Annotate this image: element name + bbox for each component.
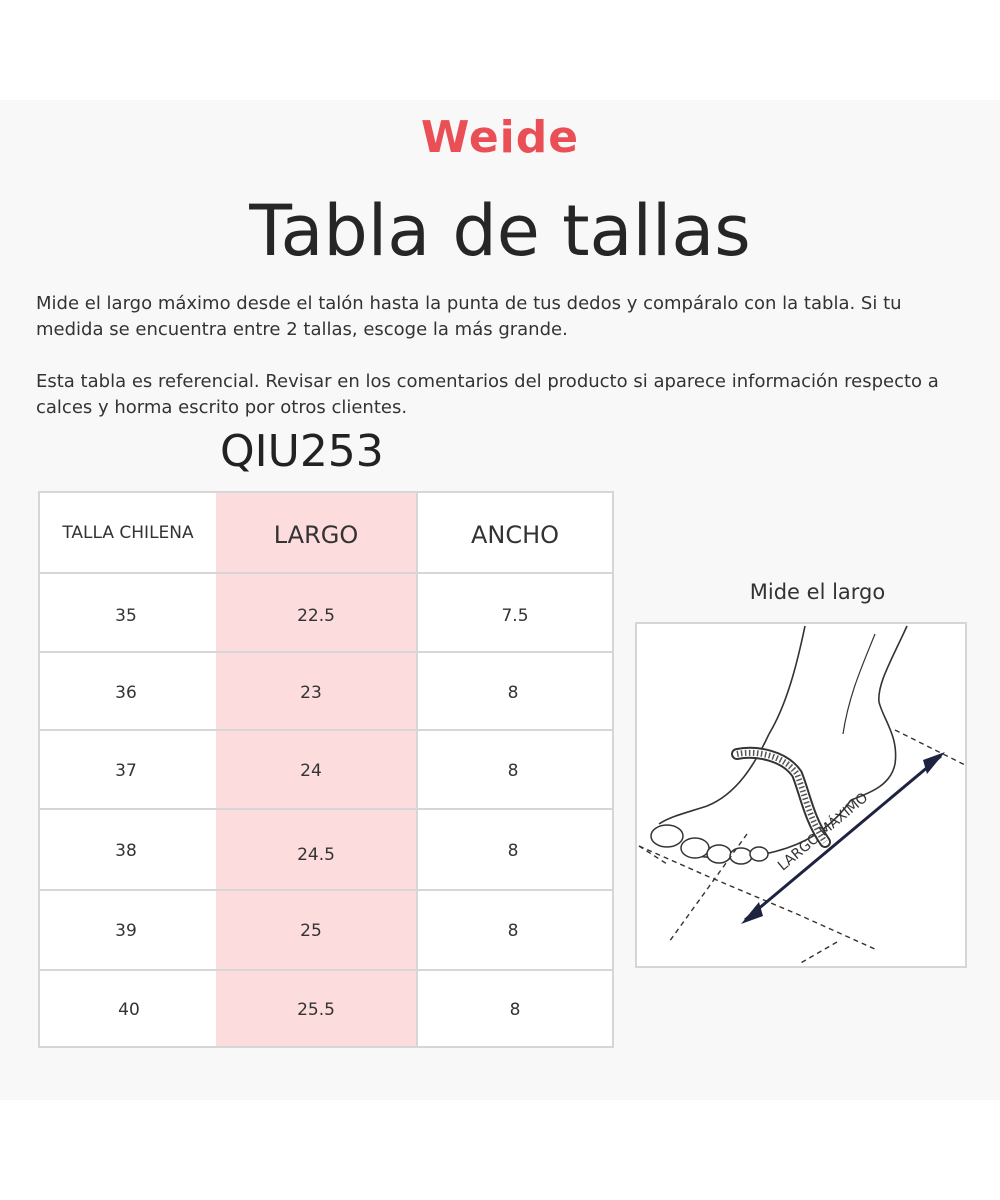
table-cell-talla: 37 — [115, 761, 137, 781]
row-divider — [40, 808, 612, 810]
table-cell-talla: 39 — [115, 921, 137, 941]
table-cell-ancho: 8 — [507, 921, 519, 941]
table-cell-ancho: 8 — [507, 841, 519, 861]
table-cell-ancho: 7.5 — [501, 606, 529, 626]
brand-logo: Weide — [420, 112, 580, 163]
table-cell-talla: 36 — [115, 683, 137, 703]
row-divider — [40, 889, 612, 891]
table-cell-ancho: 8 — [509, 1000, 521, 1020]
row-divider — [40, 729, 612, 731]
row-divider — [40, 651, 612, 653]
instruction-paragraph-1: Mide el largo máximo desde el talón hasta la punta de tus dedos y compáralo con la tabla. Si tu medida se encuentra entre 2 tallas, escoge la más grande. — [36, 293, 902, 340]
row-divider — [40, 572, 612, 574]
header-largo: LARGO — [273, 521, 359, 549]
table-cell-talla: 40 — [118, 1000, 140, 1020]
row-divider — [40, 969, 612, 971]
table-cell-largo: 23 — [300, 683, 322, 703]
table-cell-largo: 24 — [300, 761, 322, 781]
table-cell-largo: 25 — [300, 921, 322, 941]
size-table — [38, 491, 614, 1048]
model-code: QIU253 — [220, 426, 384, 477]
instruction-paragraph-2: Esta tabla es referencial. Revisar en los comentarios del producto si aparece información respecto a calces y horma escrito por otros clientes. — [36, 371, 939, 418]
table-cell-ancho: 8 — [507, 761, 519, 781]
illustration-caption: Mide el largo — [749, 580, 886, 604]
foot-measure-illustration — [635, 622, 967, 968]
table-cell-ancho: 8 — [507, 683, 519, 703]
table-cell-largo: 22.5 — [297, 606, 335, 626]
largo-maximo-label: LARGO MÁXIMO — [775, 789, 872, 875]
foot-sandal-drawing — [637, 624, 969, 970]
page-title: Tabla de tallas — [249, 190, 751, 272]
table-cell-talla: 35 — [115, 606, 137, 626]
table-cell-talla: 38 — [115, 841, 137, 861]
table-cell-largo: 25.5 — [297, 1000, 335, 1020]
table-cell-largo: 24.5 — [297, 845, 335, 865]
header-talla-chilena: TALLA CHILENA — [62, 523, 194, 543]
header-ancho: ANCHO — [470, 521, 560, 549]
